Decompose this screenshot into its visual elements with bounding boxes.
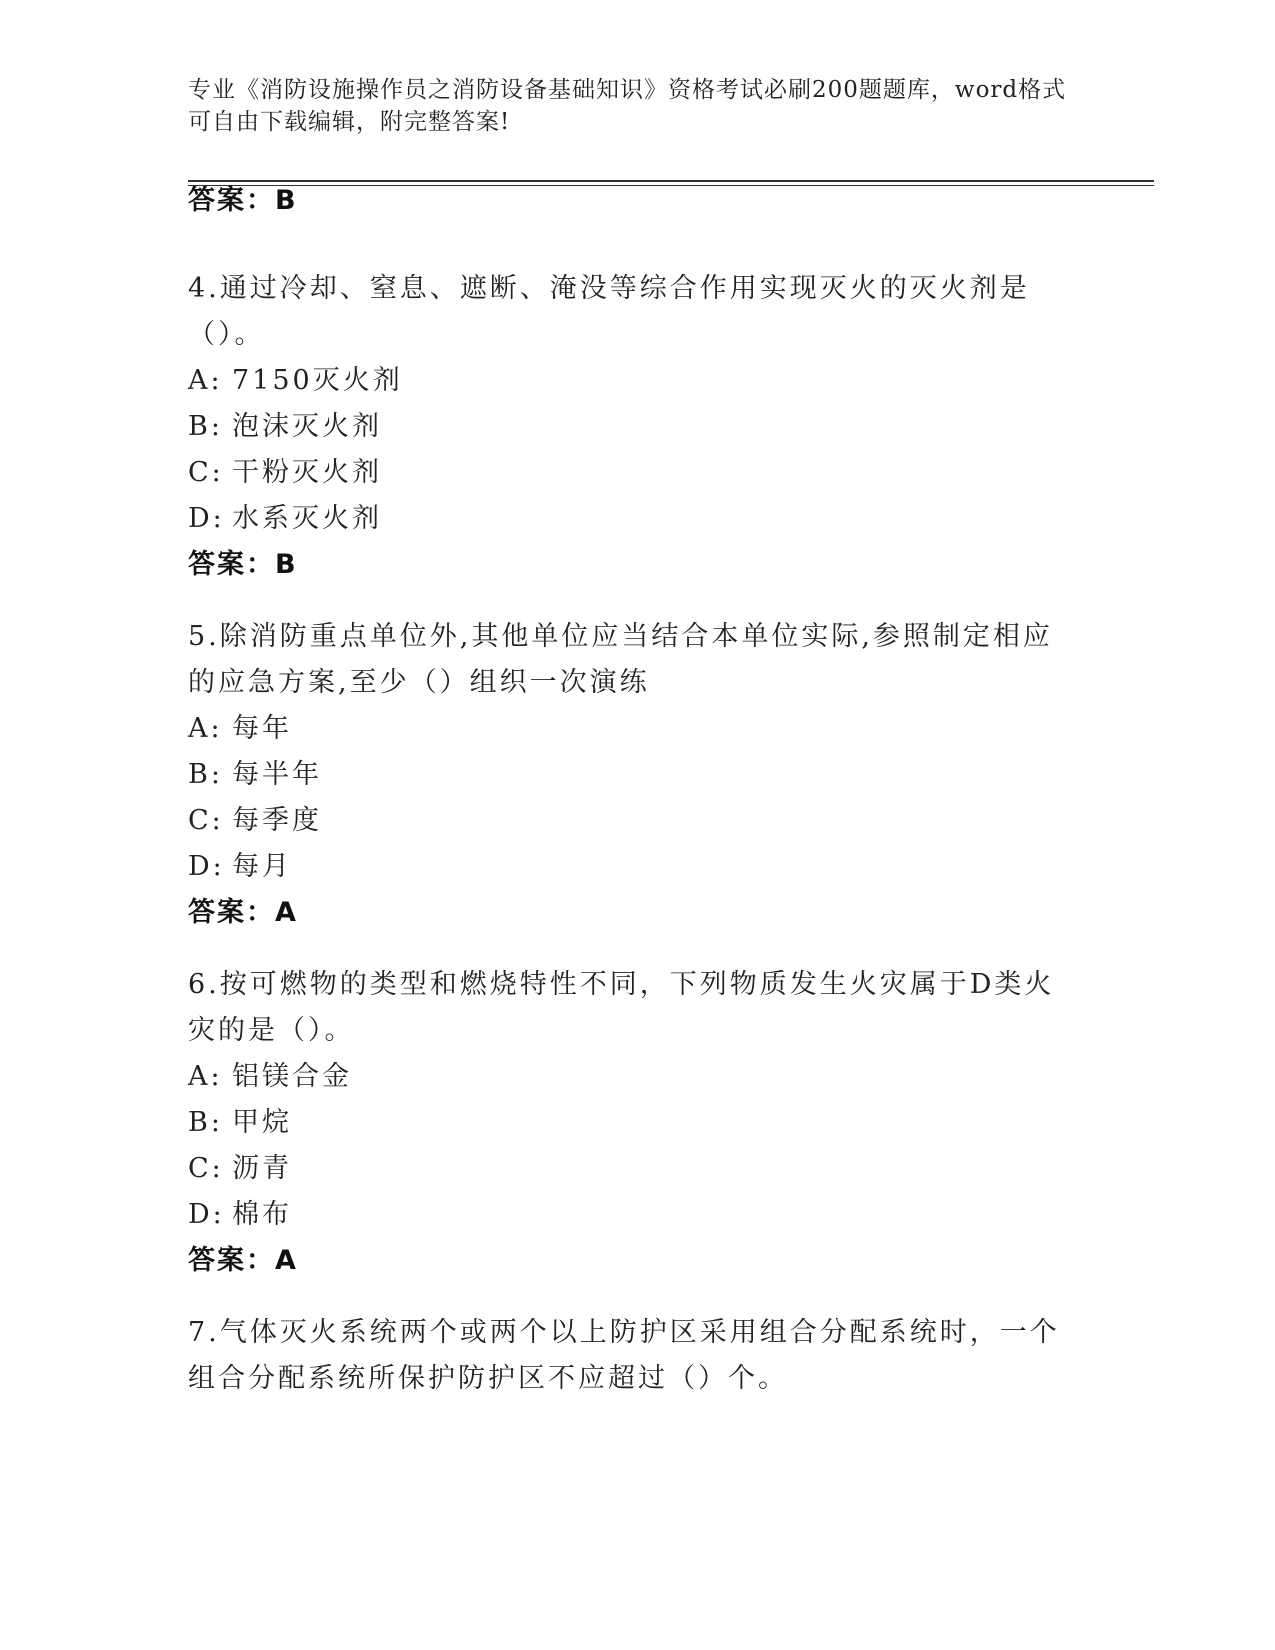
option-a <box>188 1054 1068 1100</box>
question-text: 5.除消防重点单位外,其他单位应当结合本单位实际,参照制定相应的应急方案,至少（）组织一次演练 <box>188 621 1053 698</box>
option-text: 每月 <box>232 851 292 882</box>
option-letter: A: <box>188 365 223 396</box>
option-letter: D: <box>188 1199 225 1230</box>
option-letter: B: <box>188 411 223 442</box>
option-d <box>188 844 1068 890</box>
page-header: 专业《消防设施操作员之消防设备基础知识》资格考试必刷200题题库，word格式可自由下载编辑，附完整答案! <box>188 77 1067 135</box>
option-text: 水系灭火剂 <box>232 503 382 534</box>
question-text: 4.通过冷却、窒息、遮断、淹没等综合作用实现灭火的灭火剂是（）。 <box>188 273 1030 350</box>
answer-prev: 答案：B <box>188 185 298 216</box>
option-letter: C: <box>188 457 224 488</box>
option-text: 泡沫灭火剂 <box>232 411 382 442</box>
option-d <box>188 1192 1068 1238</box>
option-text: 甲烷 <box>232 1107 292 1138</box>
option-text: 沥青 <box>232 1153 292 1184</box>
question-6 <box>188 962 1068 1284</box>
option-b <box>188 752 1068 798</box>
answer: 答案：B <box>188 549 298 580</box>
question-text: 6.按可燃物的类型和燃烧特性不同，下列物质发生火灾属于D类火灾的是（）。 <box>188 969 1055 1046</box>
option-letter: D: <box>188 503 225 534</box>
question-4 <box>188 266 1068 588</box>
answer: 答案：A <box>188 1245 298 1276</box>
option-text: 棉布 <box>232 1199 292 1230</box>
option-letter: B: <box>188 759 223 790</box>
option-text: 每半年 <box>232 759 322 790</box>
option-c <box>188 798 1068 844</box>
option-letter: B: <box>188 1107 223 1138</box>
question-7 <box>188 1310 1068 1402</box>
option-a <box>188 706 1068 752</box>
option-c <box>188 1146 1068 1192</box>
option-letter: D: <box>188 851 225 882</box>
option-text: 每年 <box>232 713 292 744</box>
option-c <box>188 450 1068 496</box>
option-text: 铝镁合金 <box>232 1061 352 1092</box>
option-text: 干粉灭火剂 <box>232 457 382 488</box>
answer: 答案：A <box>188 897 298 928</box>
option-a <box>188 358 1068 404</box>
option-letter: C: <box>188 1153 224 1184</box>
question-text: 7.气体灭火系统两个或两个以上防护区采用组合分配系统时，一个组合分配系统所保护防护区不应超过（）个。 <box>188 1317 1060 1394</box>
option-letter: A: <box>188 713 223 744</box>
option-letter: A: <box>188 1061 223 1092</box>
option-letter: C: <box>188 805 224 836</box>
option-b <box>188 1100 1068 1146</box>
option-d <box>188 496 1068 542</box>
option-text: 每季度 <box>232 805 322 836</box>
question-5 <box>188 614 1068 936</box>
option-text: 7150灭火剂 <box>232 365 403 396</box>
option-b <box>188 404 1068 450</box>
